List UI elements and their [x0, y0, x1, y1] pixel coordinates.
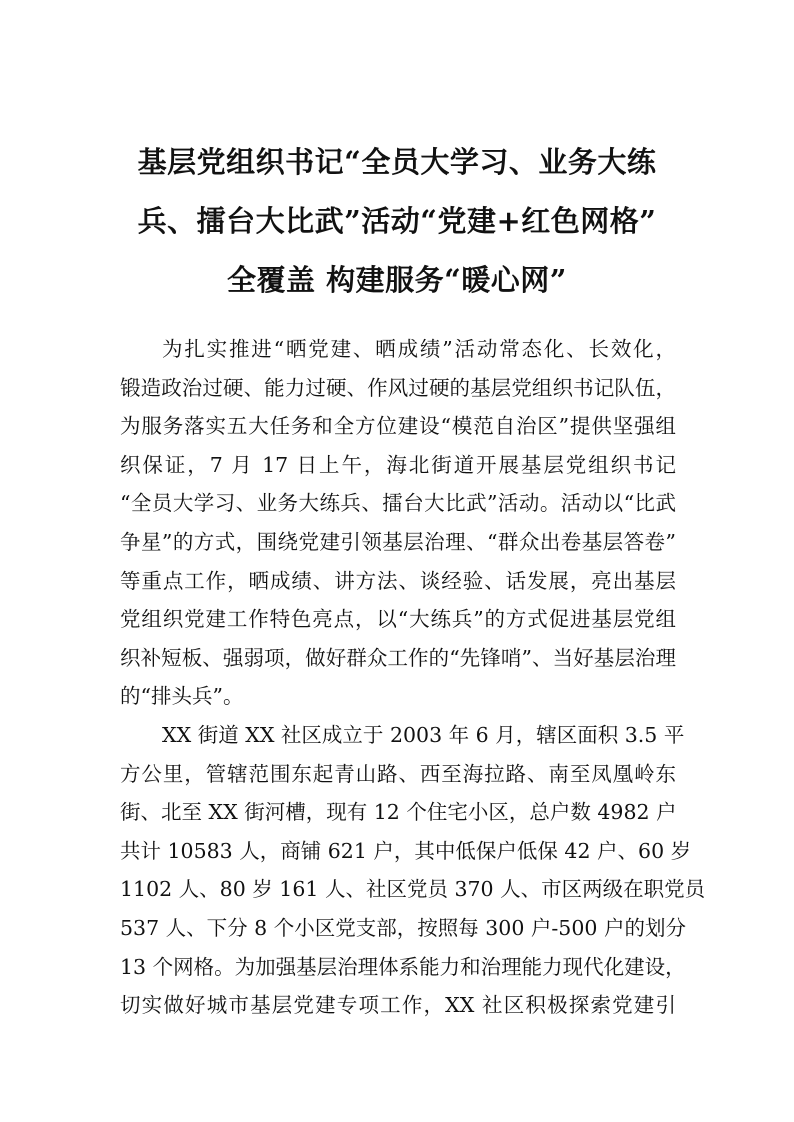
paragraph-line: 的“排头兵”。 — [120, 684, 244, 709]
paragraph-line: 537 人、下分 8 个小区党支部，按照每 300 户-500 户的划分 — [120, 915, 686, 940]
paragraph-line: 为服务落实五大任务和全方位建设“模范自治区”提供坚强组 — [120, 414, 676, 439]
paragraph-line: XX 街道 XX 社区成立于 2003 年 6 月，辖区面积 3.5 平 — [162, 722, 685, 747]
paragraph-line: 等重点工作，晒成绩、讲方法、谈经验、话发展，亮出基层 — [120, 568, 676, 593]
paragraph-line: 锻造政治过硬、能力过硬、作风过硬的基层党组织书记队伍， — [120, 375, 676, 400]
paragraph-1 — [120, 330, 676, 716]
paragraph-line: 街、北至 XX 街河槽，现有 12 个住宅小区，总户数 4982 户 — [120, 800, 677, 825]
document-body — [120, 330, 706, 1025]
paragraph-line: 织保证，7 月 17 日上午，海北街道开展基层党组织书记 — [120, 452, 676, 477]
document-title — [120, 133, 674, 310]
paragraph-line: 为扎实推进“晒党建、晒成绩”活动常态化、长效化， — [162, 337, 676, 361]
paragraph-line: 织补短板、强弱项，做好群众工作的“先锋哨”、当好基层治理 — [120, 645, 676, 670]
paragraph-2 — [120, 716, 706, 1025]
title-line-3: 全覆盖 构建服务“暖心网” — [227, 263, 567, 297]
paragraph-line: 党组织党建工作特色亮点，以“大练兵”的方式促进基层党组 — [120, 607, 676, 632]
paragraph-line: 方公里，管辖范围东起青山路、西至海拉路、南至凤凰岭东 — [120, 761, 676, 786]
paragraph-line: 共计 10583 人，商铺 621 户，其中低保户低保 42 户、60 岁 — [120, 838, 692, 863]
paragraph-line: 1102 人、80 岁 161 人、社区党员 370 人、市区两级在职党员 — [120, 877, 706, 902]
paragraph-line: 切实做好城市基层党建专项工作，XX 社区积极探索党建引 — [120, 993, 676, 1018]
title-line-1: 基层党组织书记“全员大学习、业务大练 — [137, 145, 657, 179]
paragraph-line: 13 个网格。为加强基层治理体系能力和治理能力现代化建设， — [120, 954, 686, 979]
title-line-2: 兵、擂台大比武”活动“党建+红色网格” — [137, 204, 657, 238]
paragraph-line: 争星”的方式，围绕党建引领基层治理、“群众出卷基层答卷” — [120, 529, 676, 554]
paragraph-line: “全员大学习、业务大练兵、擂台大比武”活动。活动以“比武 — [120, 491, 676, 516]
